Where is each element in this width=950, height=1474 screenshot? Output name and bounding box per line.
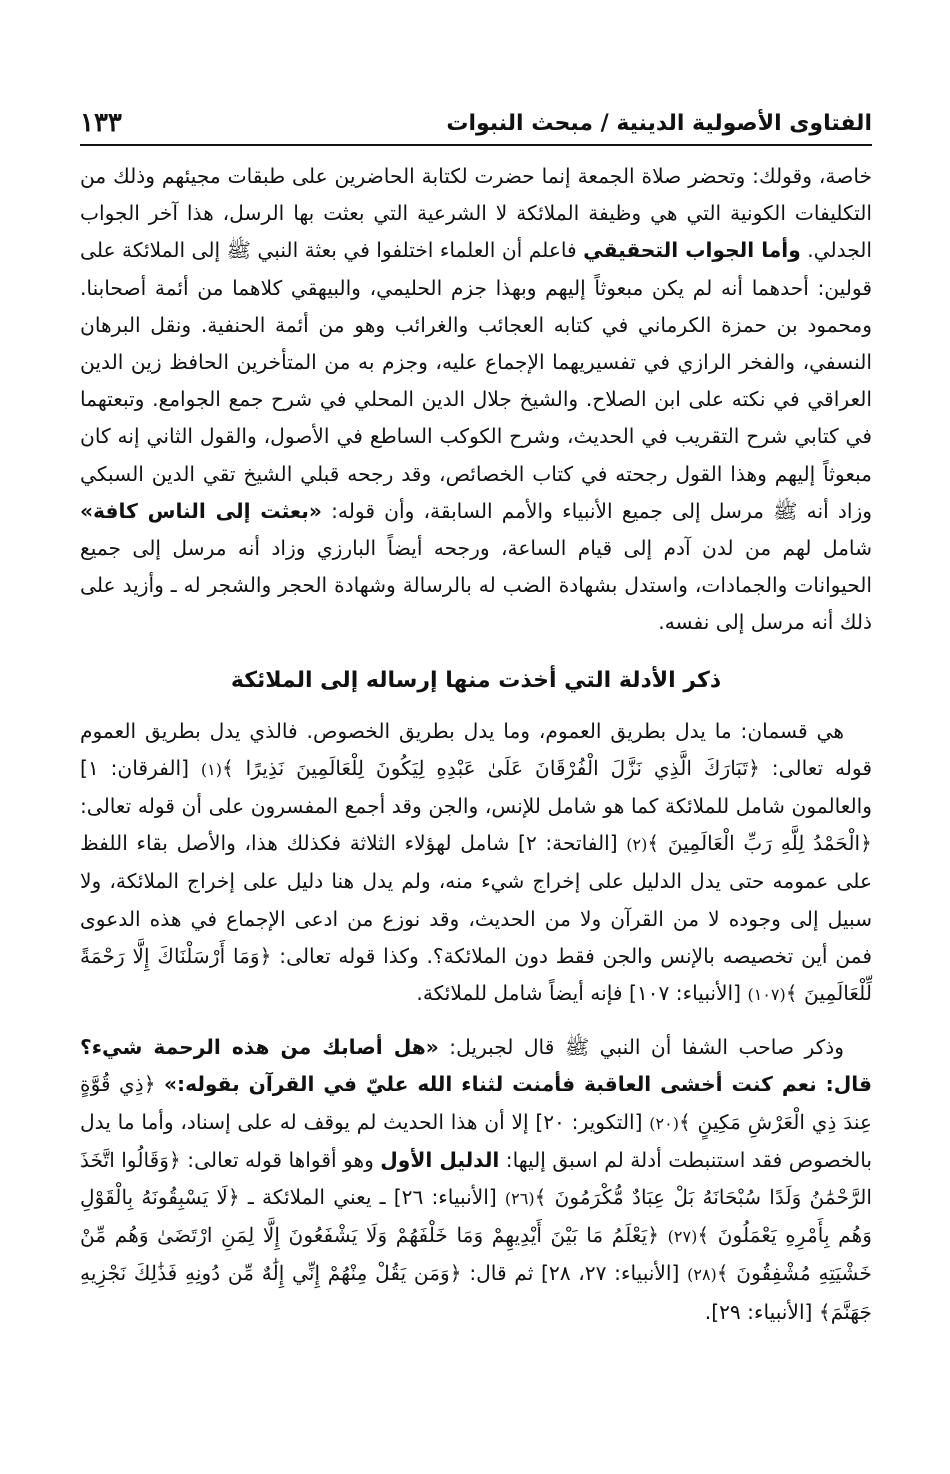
quran-verse: ﴿يَعْلَمُ مَا بَيْنَ أَيْدِيهِمْ وَمَا خَلْفَهُمْ وَلَا يَشْفَعُونَ إِلَّا لِمَنِ ارْتَضَىٰ وَهُم مِّنْ خَشْيَتِهِ مُشْفِقُونَ ﴾ (80, 1223, 872, 1286)
page-number: ١٣٣ (80, 108, 122, 138)
paragraph-3 (80, 1029, 872, 1331)
text-run: [الفرقان: ١] والعالمون شامل للملائكة كما هو شامل للإنس، والجن وقد أجمع المفسرون على أن قوله تعالى: (80, 755, 872, 819)
hadith-quote: «بعثت إلى الناس كافة» (80, 498, 322, 523)
paragraph-gap (80, 1013, 872, 1029)
quran-verse: ﴿تَبَارَكَ الَّذِي نَزَّلَ الْفُرْقَانَ عَلَىٰ عَبْدِهِ لِيَكُونَ لِلْعَالَمِينَ نَذِيرًا ﴾ (221, 755, 760, 780)
ayah-number: (١٠٧) (747, 985, 786, 1005)
text-run: وذكر صاحب الشفا أن النبي ﷺ قال لجبريل: (438, 1035, 845, 1060)
bold-heading-run: الدليل الأول (380, 1147, 500, 1172)
text-run: [الأنبياء: ٢٦] ـ يعني الملائكة ـ (239, 1185, 505, 1210)
quran-verse: ﴿لَا يَسْبِقُونَهُ بِالْقَوْلِ وَهُم بِأَمْرِهِ يَعْمَلُونَ ﴾ (80, 1185, 872, 1248)
page-body (80, 158, 872, 1331)
text-run: وهو أقواها قوله تعالى: (180, 1147, 381, 1172)
text-run: شامل لهم من لدن آدم إلى قيام الساعة، ورجحه أيضاً البارزي وزاد أنه مرسل إلى جميع الحيوانات والجمادات، واستدل بشهادة الضب له بالرسالة وشهادة الحجر والشجر له ـ وأزيد على ذلك أنه مرسل إلى نفسه. (80, 536, 872, 635)
ayah-number: (٢٨) (687, 1265, 717, 1285)
ayah-number: (٢٠) (649, 1113, 679, 1133)
ayah-number: (١) (200, 759, 222, 779)
paragraph-2 (80, 713, 872, 1014)
section-title: ذكر الأدلة التي أخذت منها إرساله إلى الملائكة (230, 667, 722, 693)
ayah-number: (٢٧) (667, 1227, 698, 1247)
quran-verse: ﴿ذِي قُوَّةٍ عِندَ ذِي الْعَرْشِ مَكِينٍ ﴾ (80, 1072, 872, 1134)
bold-heading-run: وأما الجواب التحقيقي (583, 238, 801, 263)
page-header (80, 98, 872, 146)
text-run: [الأنبياء: ٢٧، ٢٨] ثم قال: (461, 1261, 688, 1286)
text-run: خاصة، وقولك: وتحضر صلاة الجمعة إنما حضرت لكتابة الحاضرين على طبقات مجيئهم وذلك من التكليفات الكونية التي هي وظيفة الملائكة لا الشرعية التي بعثت بها الرسل، هذا آخر الجواب الجدلي. (80, 164, 872, 263)
text-run: هي قسمان: ما يدل بطريق العموم، وما يدل بطريق الخصوص. فالذي يدل بطريق العموم قوله تعالى: (80, 718, 872, 780)
quran-verse: ﴿وَمَا أَرْسَلْنَاكَ إِلَّا رَحْمَةً لِّلْعَالَمِينَ ﴾ (80, 943, 872, 1006)
ayah-number: (٢) (626, 835, 648, 855)
text-run: [الأنبياء: ٢٩]. (704, 1299, 819, 1324)
text-run: [الفاتحة: ٢] شامل لهؤلاء الثلاثة فكذلك هذا، والأصل بقاء اللفظ على عمومه حتى يدل الدليل على إخراج شيء منه، ولم يدل هنا دليل على إخراج الملائكة، ولا سبيل إلى وجوده لا من القرآن ولا من الحديث، وقد نوزع من ادعى الإجماع في هذه الدعوى فمن أين تخصيصه بالإنس والجن فقط دون الملائكة؟. وكذا قوله تعالى: (80, 831, 872, 968)
ayah-number: (٢٦) (504, 1189, 535, 1209)
quran-verse: ﴿وَمَن يَقُلْ مِنْهُمْ إِنِّي إِلَٰهٌ مِّن دُونِهِ فَذَٰلِكَ نَجْزِيهِ جَهَنَّمَ﴾ (80, 1261, 872, 1324)
text-run: [التكوير: ٢٠] إلا أن هذا الحديث لم يوقف له على إسناد، وأما ما يدل بالخصوص فقد استنبطت أدلة لم اسبق إليها: (80, 1109, 873, 1172)
text-run: [الأنبياء: ١٠٧] فإنه أيضاً شامل للملائكة. (416, 981, 748, 1006)
running-title: الفتاوى الأصولية الدينية / مبحث النبوات (446, 111, 872, 136)
text-run: فاعلم أن العلماء اختلفوا في بعثة النبي ﷺ إلى الملائكة على قولين: أحدهما أنه لم يكن مبعوثاً إليهم وبهذا جزم الحليمي، والبيهقي كلاهما من أئمة أصحابنا. ومحمود بن حمزة الكرماني في كتابه العجائب والغرائب وهو من أئمة الحنفية. ونقل البرهان النسفي، والفخر الرازي في تفسيريهما الإجماع عليه، وجزم به من المتأخرين الحافظ زين الدين العراقي في نكته على ابن الصلاح. والشيخ جلال الدين المحلي في شرح جمع الجوامع. وتبعتهما في كتابي شرح التقريب في الحديث، وشرح الكوكب الساطع في الأصول، والقول الثاني إنه كان مبعوثاً إليهم وهذا القول رجحته في كتاب الخصائص، وقد رجحه قبلي الشيخ تقي الدين السبكي وزاد أنه ﷺ مرسل إلى جميع الأنبياء والأمم السابقة، وأن قوله: (80, 238, 872, 523)
paragraph-1 (80, 158, 872, 642)
hadith-quote: «هل أصابك من هذه الرحمة شيء؟ قال: نعم كنت أخشى العاقبة فأمنت لثناء الله عليّ في القرآن بقوله:» (80, 1035, 873, 1097)
quran-verse: ﴿وَقَالُوا اتَّخَذَ الرَّحْمَٰنُ وَلَدًا سُبْحَانَهُ بَلْ عِبَادٌ مُّكْرَمُونَ ﴾ (80, 1147, 872, 1210)
quran-verse: ﴿الْحَمْدُ لِلَّهِ رَبِّ الْعَالَمِينَ ﴾ (647, 831, 872, 856)
